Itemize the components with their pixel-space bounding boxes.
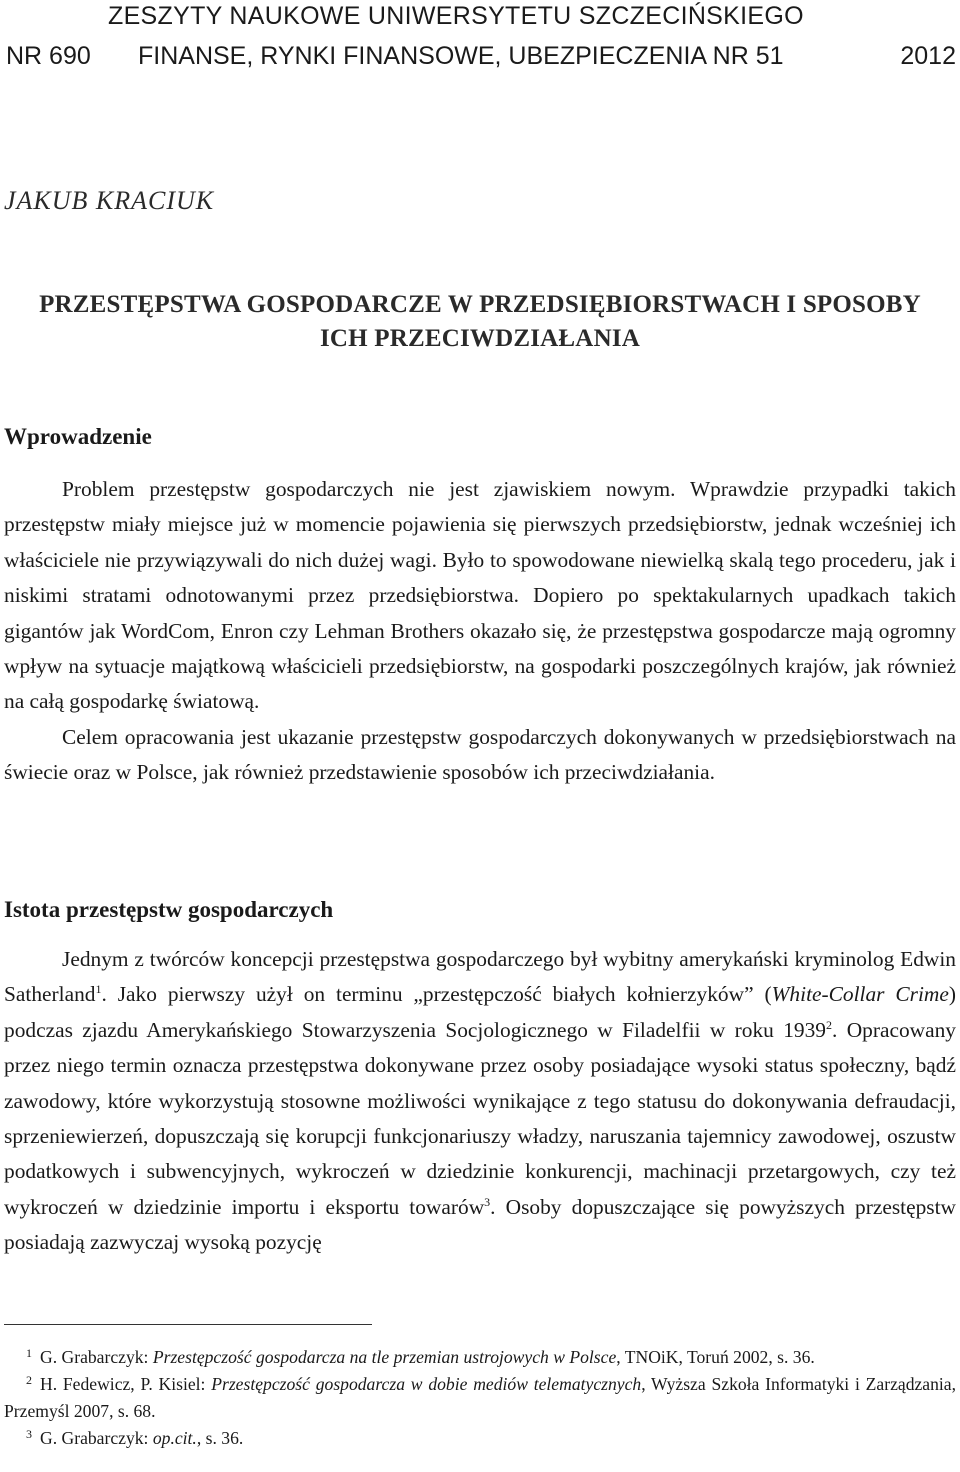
journal-title: ZESZYTY NAUKOWE UNIWERSYTETU SZCZECIŃSKIEGO (108, 2, 804, 30)
text-run: . Jako pierwszy użył on terminu „przestępczość białych kołnierzyków” ( (101, 982, 772, 1007)
footnote-number: 3 (26, 1427, 32, 1441)
italic-term: White-Collar Crime (771, 982, 949, 1007)
footnote-3 (4, 1425, 956, 1452)
footnote-1 (4, 1344, 956, 1371)
section-heading-introduction: Wprowadzenie (4, 424, 152, 449)
author-name: JAKUB KRACIUK (4, 186, 215, 215)
footnote-ref-2[interactable]: 2 (826, 1017, 832, 1032)
footnote-ref-3[interactable]: 3 (484, 1194, 491, 1209)
footnote-ref-1[interactable]: 1 (95, 982, 102, 997)
paragraph: Problem przestępstw gospodarczych nie jest zjawiskiem nowym. Wprawdzie przypadki takich przestępstw miały miejsce już w momencie pojawienia się pierwszych przedsiębiorstw, jednak wcześniej ich właściciele nie przywiązywali do nich dużej wagi. Było to spowodowane niewielką skalą tego procederu, jak i niskimi stratami odnotowanymi przez przedsiębiorstwa. Dopiero po spektakularnych upadkach takich gigantów jak WordCom, Enron czy Lehman Brothers okazało się, że przestępstwa gospodarcze mają ogromny wpływ na sytuacje majątkową właścicieli przedsiębiorstw, na gospodarki poszczególnych krajów, jak również na całą gospodarkę światową. (4, 477, 956, 714)
footnote-rest: , Wyższa Szkoła Informatyki i Zarządzania, Przemyśl 2007, s. 68. (4, 1374, 956, 1421)
footnotes (4, 1344, 956, 1452)
introduction-body (4, 472, 956, 791)
text-run: . Osoby dopuszczające się powyższych przestępstw posiadają zazwyczaj wysoką pozycję (4, 1194, 956, 1255)
journal-issue-line (6, 42, 956, 74)
footnote-rest: , s. 36. (196, 1428, 244, 1448)
article-title-line-1: PRZESTĘPSTWA GOSPODARCZE W PRZEDSIĘBIORSTWACH I SPOSOBY (39, 291, 921, 318)
footnote-author: G. Grabarczyk: (40, 1347, 153, 1367)
journal-series: FINANSE, RYNKI FINANSOWE, UBEZPIECZENIA NR 51 (138, 42, 784, 70)
paragraph: Celem opracowania jest ukazanie przestępstw gospodarczych dokonywanych w przedsiębiorstwach na świecie oraz w Polsce, jak również przedstawienie sposobów ich przeciwdziałania. (4, 724, 956, 785)
text-run: . Opracowany przez niego termin oznacza przestępstwa dokonywane przez osoby posiadające wysoki status społeczny, bądź zawodowy, które wykorzystują stosowne możliwości wynikające z tego statusu do dokonywania defraudacji, sprzeniewierzeń, dopuszczają się korupcji funkcjonariuszy władzy, naruszania tajemnicy zawodowej, oszustw podatkowych i subwencyjnych, wykroczeń w dziedzinie konkurencji, machinacji przetargowych, czy też wykroczeń w dziedzinie importu i eksportu towarów (4, 1017, 956, 1219)
footnote-2 (4, 1371, 956, 1425)
paragraph (4, 942, 956, 1261)
journal-number: NR 690 (6, 42, 91, 70)
article-title-line-2: ICH PRZECIWDZIAŁANIA (319, 325, 640, 352)
footnote-author: G. Grabarczyk: (40, 1428, 153, 1448)
essence-body (4, 942, 956, 1261)
footnote-number: 1 (26, 1346, 32, 1360)
footnote-divider (4, 1324, 372, 1325)
section-heading-essence: Istota przestępstw gospodarczych (4, 897, 334, 922)
footnote-number: 2 (26, 1373, 32, 1387)
text-run: ) podczas zjazdu Amerykańskiego Stowarzyszenia Socjologicznego w Filadelfii w roku 1939 (4, 982, 957, 1042)
footnote-title: op.cit. (152, 1428, 197, 1448)
footnote-title: Przestępczość gospodarcza w dobie mediów telematycznych (211, 1374, 642, 1394)
footnote-author: H. Fedewicz, P. Kisiel: (40, 1374, 212, 1394)
footnote-title: Przestępczość gospodarcza na tle przemian ustrojowych w Polsce (152, 1347, 617, 1367)
footnote-rest: , TNOiK, Toruń 2002, s. 36. (616, 1347, 815, 1367)
article-title (0, 288, 960, 356)
journal-year: 2012 (900, 42, 956, 70)
text-run: Jednym z twórców koncepcji przestępstwa gospodarczego był wybitny amerykański kryminolog Edwin Satherland (4, 947, 956, 1007)
